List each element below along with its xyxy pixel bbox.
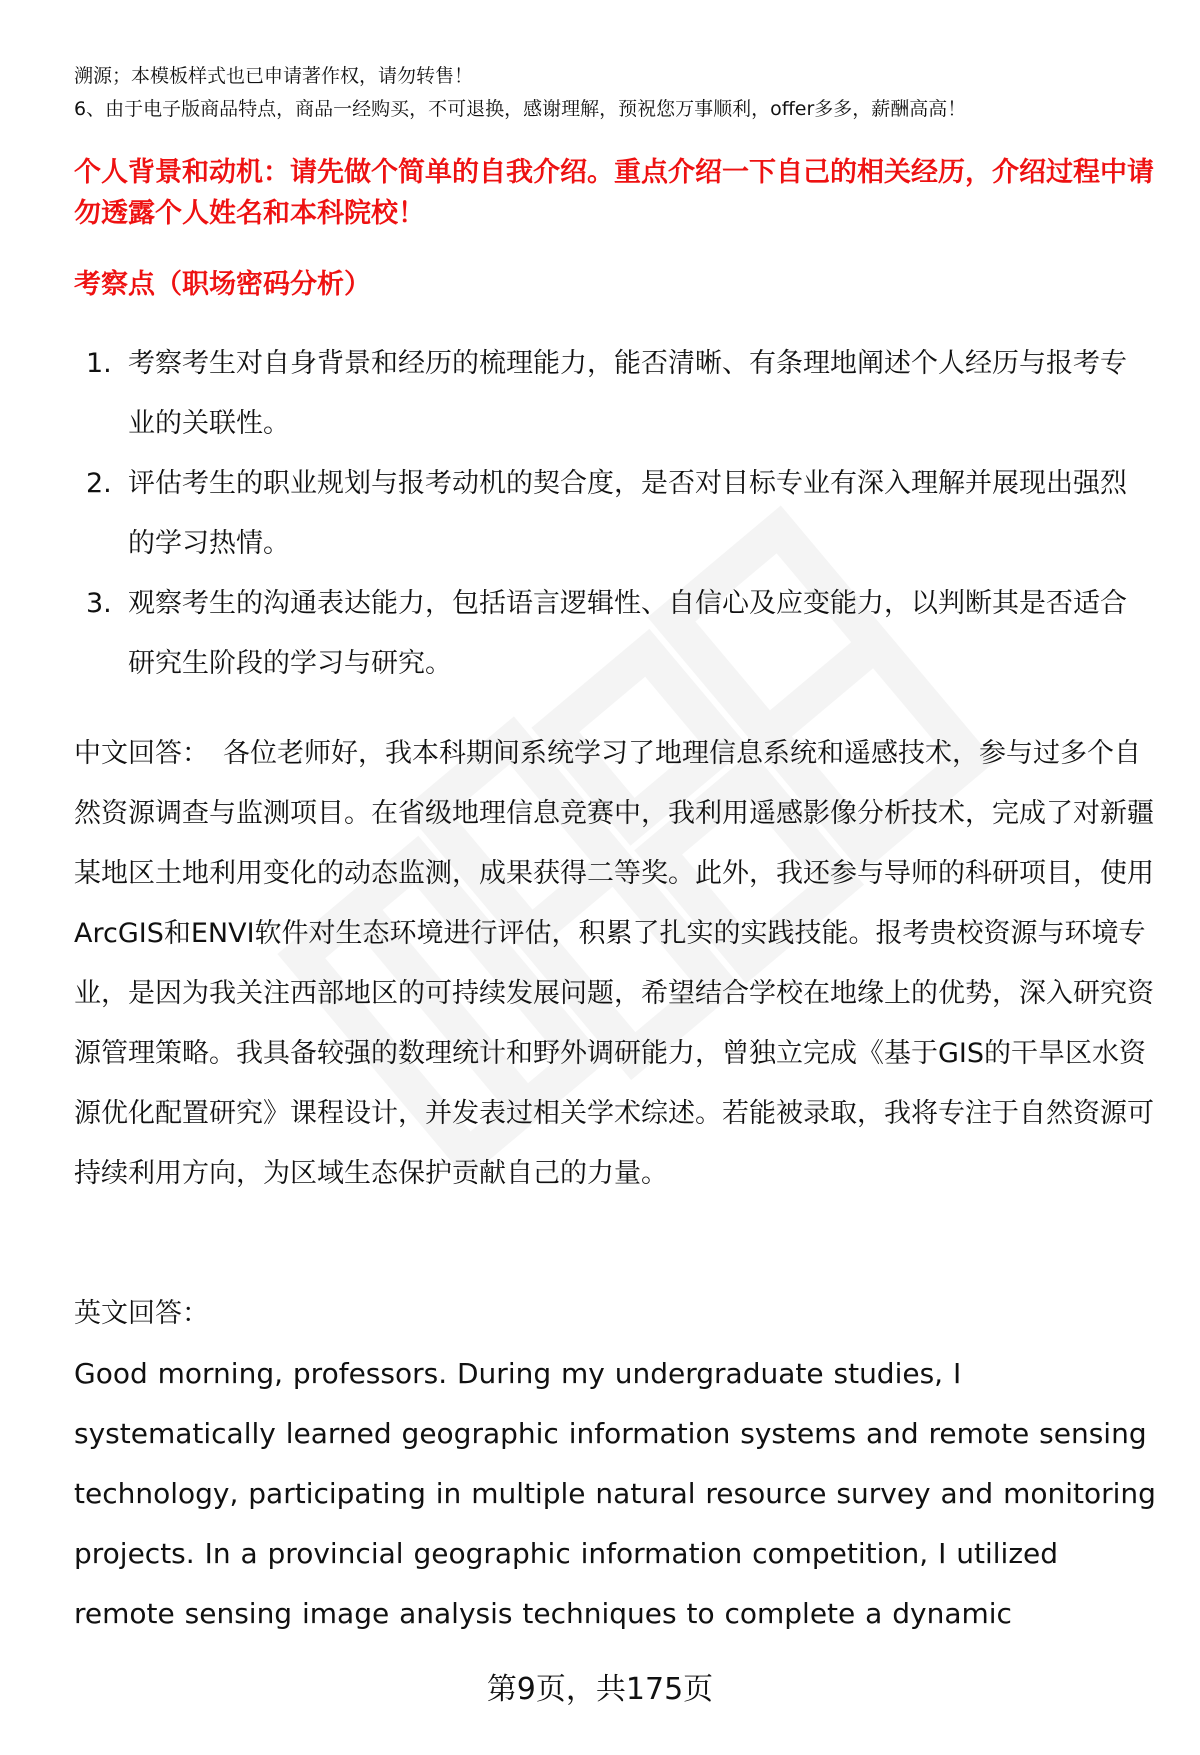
list-item-text: 观察考生的沟通表达能力，包括语言逻辑性、自信心及应变能力，以判断其是否适合研究生阶段的学习与研究。: [128, 588, 1127, 679]
chinese-answer-text: 各位老师好，我本科期间系统学习了地理信息系统和遥感技术，参与过多个自然资源调查与监测项目。在省级地理信息竞赛中，我利用遥感影像分析技术，完成了对新疆某地区土地利用变化的动态监测，成果获得二等奖。此外，我还参与导师的科研项目，使用ArcGIS和ENVI软件对生态环境进行评估，积累了扎实的实践技能。报考贵校资源与环境专业，是因为我关注西部地区的可持续发展问题，希望结合学校在地缘上的优势，深入研究资源管理策略。我具备较强的数理统计和野外调研能力，曾独立完成《基于GIS的干旱区水资源优化配置研究》课程设计，并发表过相关学术综述。若能被录取，我将专注于自然资源可持续利用方向，为区域生态保护贡献自己的力量。: [74, 738, 1154, 1189]
list-item-number: 1.: [86, 348, 112, 379]
note-line-2: 6、由于电子版商品特点，商品一经购买，不可退换，感谢理解，预祝您万事顺利，offer多多，薪酬高高！: [74, 98, 967, 120]
list-item: [86, 574, 1146, 694]
chinese-answer: [74, 724, 1164, 1204]
question-heading: 个人背景和动机：请先做个简单的自我介绍。重点介绍一下自己的相关经历，介绍过程中请勿透露个人姓名和本科院校！: [74, 157, 1154, 229]
key-points-list: [86, 334, 1146, 694]
list-item-number: 3.: [86, 588, 112, 619]
english-answer-text: Good morning, professors. During my undergraduate studies, I systematically learned geographic information systems and remote sensing technology, participating in multiple natural resource survey and monitoring projects. In a provincial geographic information competition, I utilized remote sensing image analysis techniques to complete a dynamic: [74, 1357, 1156, 1630]
list-item-text: 考察考生对自身背景和经历的梳理能力，能否清晰、有条理地阐述个人经历与报考专业的关联性。: [128, 348, 1127, 439]
list-item: [86, 454, 1146, 574]
list-item: [86, 334, 1146, 454]
english-answer-label: 英文回答：: [74, 1298, 209, 1329]
page-number: 第9页，共175页: [486, 1672, 714, 1707]
note-line-1: 溯源；本模板样式也已申请著作权，请勿转售！: [74, 65, 474, 87]
list-item-text: 评估考生的职业规划与报考动机的契合度，是否对目标专业有深入理解并展现出强烈的学习热情。: [128, 468, 1127, 559]
top-notes: [74, 60, 1154, 126]
list-item-number: 2.: [86, 468, 112, 499]
chinese-answer-label: 中文回答：: [74, 738, 209, 769]
key-points-heading: 考察点（职场密码分析）: [74, 269, 371, 300]
